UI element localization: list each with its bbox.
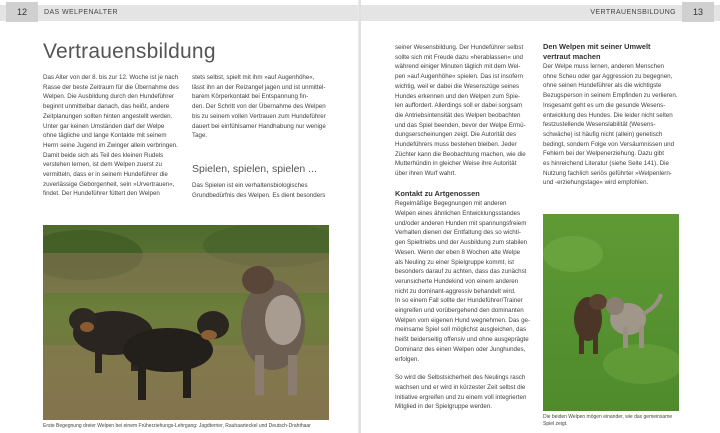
section-heading: Kontakt zu Artgenossen bbox=[395, 188, 480, 198]
photo-caption bbox=[543, 414, 693, 428]
paragraph: stets selbst, spielt mit ihm »auf Augenhöhe«, lässt ihn an der Reizangel jagen und ist unmittel- barem Körperkontakt bei Entspannung fin- den. Der Schritt von der Übernahme des Welpen bis zu seinem vollen Vertrauen zum Hundeführer dauert bei einfühlsamer Handhabung nur wenige Tage. bbox=[192, 74, 326, 140]
playing-puppies-photo bbox=[543, 214, 679, 411]
paragraph: Regelmäßige Begegnungen mit anderen Welpen eines ähnlichen Entwicklungsstandes und/oder anderen Hunden mit spannungsfreiem Verhalten dienen der Entfaltung des so wichti- gen Spieltriebs und der Ausbildung zum stabilen Wesen. Wenn der eben 8 Wochen alte Welpe als Neuling zu einer Spielgruppe kommt, ist besonders darauf zu achten, dass das zunächst verunsicherte Hundekind von einem anderen nicht zu dominant-aggressiv behandelt wird. In so einem Fall sollte der Hundeführer/Trainer eingreifen und vorübergehend den dominanten Welpen vom eigenen Hund wegnehmen. Das ge- meinsame Spiel soll möglichst ausgleichen, das heißt beiderseitig offensiv und ohne ausgeprägte Dominanz des einen Welpen oder Junghundes, erfolgen. bbox=[395, 200, 531, 363]
photo-caption: Erste Begegnung dreier Welpen bei einem Früherziehungs-Lehrgang: Jagdterrier, Rauhaarteckel und Deutsch-Drahthaar bbox=[43, 423, 311, 429]
right-page bbox=[361, 0, 720, 433]
text-column-2 bbox=[192, 73, 342, 200]
left-page bbox=[0, 0, 359, 433]
text-column-1 bbox=[43, 73, 191, 199]
page-number: 13 bbox=[682, 2, 714, 22]
section-heading: Spielen, spielen, spielen ... bbox=[192, 162, 317, 175]
running-header: DAS WELPENALTER bbox=[44, 9, 118, 16]
page-number: 12 bbox=[6, 2, 38, 22]
paragraph: Das Spielen ist ein verhaltensbiologisches Grundbedürfnis des Welpen. Es dient besonders bbox=[192, 181, 326, 199]
caption-line: Die beiden Welpen mögen einander, wie das gemeinsame bbox=[543, 414, 673, 420]
running-header: VERTRAUENSBILDUNG bbox=[590, 9, 676, 16]
section-heading: Den Welpen mit seiner Umwelt vertraut machen bbox=[543, 42, 651, 61]
paragraph: So wird die Selbstsicherheit des Neulings rasch wachsen und er wird in kürzester Zeit selbst die Initiative ergreifen und zu einem voll integrierten Mitglied in der Spielgruppe werden. bbox=[395, 374, 527, 411]
text-column-1 bbox=[395, 43, 540, 412]
page-title: Vertrauensbildung bbox=[43, 40, 216, 63]
caption-line: Spiel zeigt. bbox=[543, 421, 568, 427]
text-column-2 bbox=[543, 42, 693, 188]
puppies-photo bbox=[43, 225, 329, 420]
paragraph: Der Welpe muss lernen, anderen Menschen ohne Scheu oder gar Aggression zu begegnen, ohne seinen Hundeführer als die wichtigste Bezugsperson in seinem Empfinden zu verlieren. Insgesamt geht es um die gesunde Wesens- entwicklung des Hundes. Die leider nicht selten festzustellende Wesenslabilität (Wesens- schwäche) ist häufig nicht (allein) genetisch bedingt, sondern Folge von Versäumnissen und Fehlern bei der Welpenerziehung. Dazu gibt es hinreichend Literatur (siehe Seite 141). Die Nutzung fachlich seriös geführter »Welpenlern- und -erziehungstage« wird empfohlen. bbox=[543, 63, 678, 187]
paragraph: Das Alter von der 8. bis zur 12. Woche ist je nach Rasse der beste Zeitraum für die Übernahme des Welpen. Die Ausbildung durch den Hundeführer beginnt unmittelbar danach, das heißt, andere Zeitplanungen sollten hinten angestellt werden. Unter gar keinen Umständen darf der Welpe ohne tägliche und lange Kontakte mit seinem Herrn seine Jugend im Zwinger allein verbringen. Damit beide sich als Teil des kleinen Rudels verstehen lernen, ist dem Welpen zuerst zu vermitteln, dass er in seinem Hundeführer die zuverlässige Geborgenheit, sein »Urvertrauen«, findet. Der Hundeführer füttert den Welpen bbox=[43, 74, 179, 198]
paragraph: seiner Wesensbildung. Der Hundeführer selbst sollte sich mit Freude dazu »herablassen« und während einiger Minuten täglich mit dem Wel- pen »auf Augenhöhe« spielen. Das ist insofern wichtig, weil er dabei die Wesenszüge seines Hundes erkennen und den Welpen zum Spie- len auffordert. Allerdings soll er dabei sorgsam die Antriebsintensität des Welpen beobachten und das Spiel beenden, bevor der Welpe Ermü- dungserscheinungen zeigt. Die Autorität des Hundeführers muss bestehen bleiben. Jeder Züchter kann die Beobachtung machen, wie die Mutterhündin in gleicher Weise ihre Autorität über ihren Wurf wahrt. bbox=[395, 44, 526, 178]
